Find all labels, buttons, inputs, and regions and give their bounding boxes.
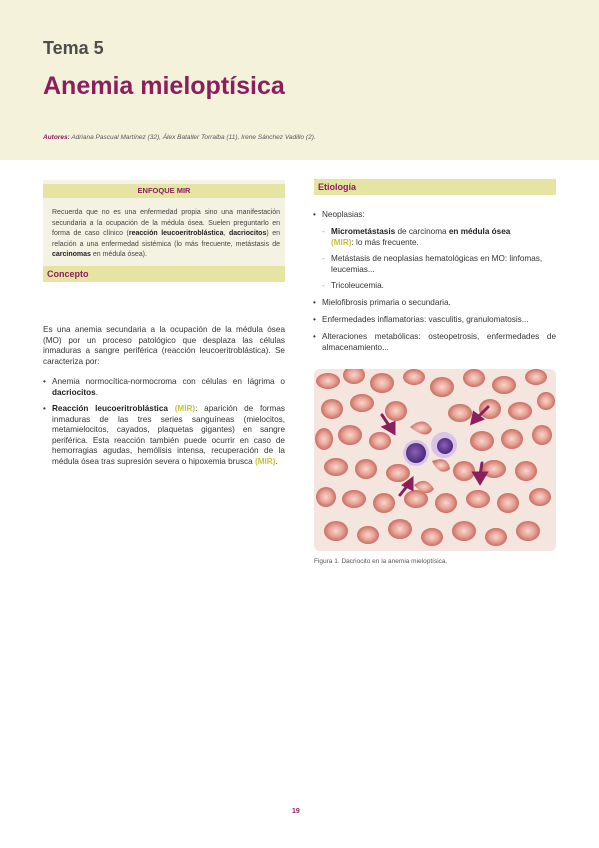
- etiologia-item-4: • Alteraciones metabólicas: osteopetrosis, enfermedades de almacenamiento...: [313, 332, 556, 352]
- concepto-bullet-1: • Anemia normocítica-normocroma con células en lágrima o dacriocitos.: [43, 377, 285, 397]
- etiologia-sub-3: - Tricoleucemia.: [322, 281, 384, 290]
- concepto-bullet-2: • Reacción leucoeritroblástica (MIR): aparición de formas inmaduras de las tres series sanguíneas (mielocitos, metamielocitos, cayados, plaquetas gigantes) en sangre periférica. Esta reacción también puede ocurrir en caso de hemorragias agudas, hemólisis intensa, recuperación de la médula ósea tras supresión severa o hipoxemia brusca (MIR).: [43, 404, 285, 466]
- blood-smear-figure: [314, 369, 556, 551]
- etiologia-item-1: • Neoplasias:: [313, 210, 365, 219]
- concepto-intro: Es una anemia secundaria a la ocupación de la médula ósea (MO) por un proceso patológico que desplaza las células inmaduras a sangre periférica (reacción leucoeritroblástica). Se caracteriza por:: [43, 325, 285, 366]
- section-heading-etiologia: Etiología: [314, 179, 556, 195]
- chapter-label: Tema 5: [43, 38, 104, 58]
- enfoque-mir-text: Recuerda que no es una enfermedad propia sino una manifestación secundaria a la ocupación de la médula ósea. Suelen preguntarlo en forma de caso clínico (reacción leucoeritroblástica, dacriocitos) en relación a una enfermedad sistémica (lo más frecuente, metástasis de carcinomas en médula ósea).: [52, 209, 281, 258]
- etiologia-sub-2: - Metástasis de neoplasias hematológicas en MO: linfomas, leucemias...: [322, 254, 543, 274]
- page-title: Anemia mieloptísica: [43, 72, 285, 100]
- etiologia-sub-1: - Micrometástasis de carcinoma en médula ósea (MIR): lo más frecuente.: [322, 227, 511, 247]
- enfoque-mir-heading: ENFOQUE MIR: [43, 184, 285, 198]
- page-number: 19: [292, 808, 300, 815]
- authors-line: [43, 134, 316, 141]
- authors-names: Adriana Pascual Martínez (32), Álex Bataller Torralba (11), Irene Sánchez Vadillo (2).: [71, 134, 316, 141]
- etiologia-item-3: • Enfermedades inflamatorias: vasculitis, granulomatosis...: [313, 315, 529, 324]
- etiologia-item-2: • Mielofibrosis primaria o secundaria.: [313, 298, 451, 307]
- figure-caption: Figura 1. Dacriocito en la anemia mieloptísica.: [314, 558, 448, 565]
- section-heading-concepto: Concepto: [43, 266, 285, 282]
- authors-label: Autores:: [43, 134, 70, 141]
- blood-smear-image: [314, 369, 556, 551]
